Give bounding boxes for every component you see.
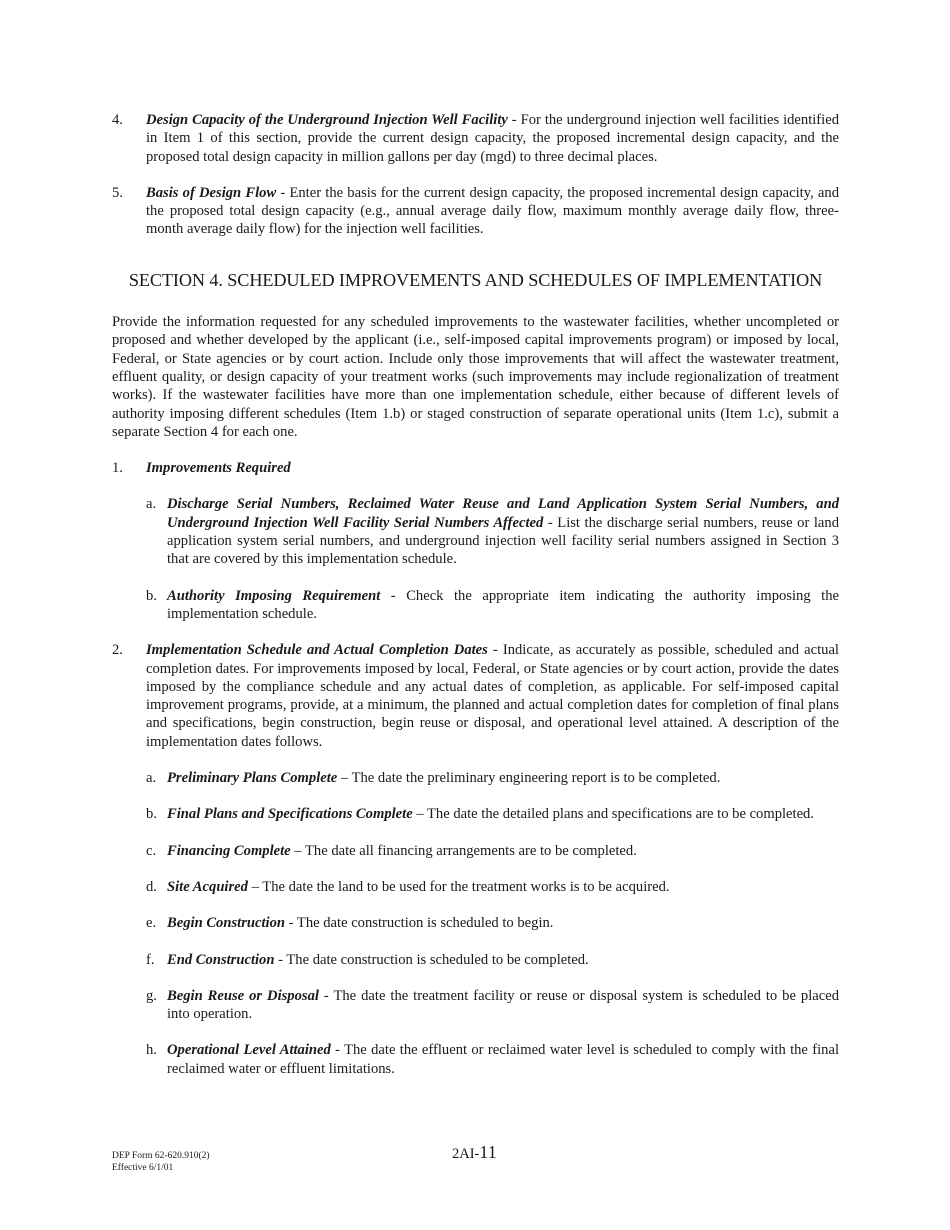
item-title: Improvements Required: [146, 460, 291, 477]
sub-item-text: – The date all financing arrangements are to be completed.: [290, 842, 637, 859]
sub-item-1a: [112, 495, 839, 568]
sub-item-2d: [112, 878, 839, 896]
sub-item-2b: [112, 805, 839, 823]
item-text: - For the underground injection well facilities identified in Item 1 of this section, provide the current design capacity, the proposed incremental design capacity, and the proposed total design capacity in million gallons per day (mgd) to three decimal places.: [146, 112, 839, 165]
item-1: [112, 459, 839, 477]
sub-item-title: End Construction: [167, 951, 275, 968]
sub-item-2f: [112, 951, 839, 969]
sub-item-text: - The date construction is scheduled to be completed.: [274, 951, 589, 968]
sub-item-title: Final Plans and Specifications Complete: [167, 806, 413, 823]
sub-item-title: Authority Imposing Requirement: [167, 587, 381, 604]
sub-item-letter: e.: [146, 915, 157, 932]
sub-item-text: – The date the detailed plans and specifications are to be completed.: [412, 806, 815, 823]
sub-item-title: Preliminary Plans Complete: [167, 770, 338, 787]
sub-item-letter: a.: [146, 496, 157, 513]
sub-item-letter: b.: [146, 806, 157, 823]
item-text: - Indicate, as accurately as possible, scheduled and actual completion dates. For improvements imposed by local, Federal, or State agencies or by court action, provide the dates imposed by the compliance schedule and any actual dates of completion, as applicable. For self-imposed capital improvement programs, provide, at a minimum, the planned and actual completion dates for completion of final plans and specifications, begin construction, begin reuse or disposal, and operational level attained. A description of the implementation dates follows.: [146, 642, 839, 750]
item-title: Design Capacity of the Underground Injection Well Facility: [146, 112, 508, 128]
sub-item-text: – The date the preliminary engineering report is to be completed.: [337, 770, 721, 787]
sub-item-letter: g.: [146, 987, 157, 1004]
item-number: 4.: [112, 112, 123, 128]
item-4: [112, 111, 839, 166]
item-title: Implementation Schedule and Actual Completion Dates: [146, 642, 488, 659]
sub-item-text: – The date the land to be used for the treatment works is to be acquired.: [247, 878, 670, 895]
item-number: 5.: [112, 184, 123, 201]
sub-item-letter: a.: [146, 770, 157, 787]
sub-item-text: - The date construction is scheduled to begin.: [285, 915, 554, 932]
section-intro: Provide the information requested for any scheduled improvements to the wastewater facilities, whether uncompleted or proposed and whether developed by the applicant (i.e., self-imposed capital improvements program) or imposed by local, Federal, or State agencies or by court action. Include only those improvements that will affect the wastewater treatment, effluent quality, or design capacity of your treatment works (such improvements may include regionalization of treatment works). If the wastewater facilities have more than one implementation schedule, either because of different levels of authority imposing different schedules (Item 1.b) or staged construction of separate operational units (Item 1.c), submit a separate Section 4 for each one.: [112, 314, 839, 440]
item-number: 2.: [112, 642, 123, 659]
sub-item-2a: [112, 769, 839, 787]
item-2: [112, 641, 839, 751]
sub-item-text: - Check the appropriate item indicating the authority imposing the implementation schedule.: [167, 587, 839, 622]
sub-item-title: Begin Reuse or Disposal: [167, 987, 319, 1004]
sub-item-title: Begin Construction: [167, 915, 286, 932]
footer-effective-date: Effective 6/1/01: [112, 1163, 174, 1173]
page-number-prefix: 2AI-: [452, 1146, 480, 1162]
sub-item-letter: d.: [146, 878, 157, 895]
sub-item-2c: [112, 842, 839, 860]
sub-item-letter: c.: [146, 842, 157, 859]
sub-item-letter: b.: [146, 587, 157, 604]
item-title: Basis of Design Flow: [146, 184, 277, 201]
sub-item-text: - The date the treatment facility or reuse or disposal system is scheduled to be placed into operation.: [167, 987, 839, 1023]
item-number: 1.: [112, 460, 123, 477]
sub-item-text: - The date the effluent or reclaimed water level is scheduled to comply with the final reclaimed water or effluent limitations.: [167, 1042, 840, 1077]
item-text: - Enter the basis for the current design capacity, the proposed incremental design capacity, and the proposed total design capacity (e.g., annual average daily flow, maximum monthly average daily flow, three-month average daily flow) for the injection well facilities.: [146, 184, 840, 238]
sub-item-title: Financing Complete: [167, 842, 291, 859]
sub-item-2g: [112, 987, 839, 1024]
document-page: [112, 111, 839, 1096]
sub-item-letter: h.: [146, 1042, 157, 1059]
sub-item-title: Site Acquired: [167, 878, 248, 895]
sub-item-2h: [112, 1041, 839, 1078]
sub-item-title: Operational Level Attained: [167, 1042, 331, 1059]
footer-form-number: DEP Form 62-620.910(2): [112, 1151, 210, 1161]
item-5: [112, 184, 839, 239]
sub-item-2e: [112, 914, 839, 932]
page-number-value: 11: [479, 1142, 497, 1162]
sub-item-title: Discharge Serial Numbers, Reclaimed Water Reuse and Land Application System Serial Numbers, and Underground Injection Well Facility Serial Numbers Affected: [167, 496, 839, 531]
sub-item-text: - List the discharge serial numbers, reuse or land application system serial numbers, and underground injection well facility serial numbers assigned in Section 3 that are covered by this implementation schedule.: [167, 514, 839, 568]
sub-item-letter: f.: [146, 951, 155, 968]
section-heading: SECTION 4. SCHEDULED IMPROVEMENTS AND SCHEDULES OF IMPLEMENTATION: [128, 269, 823, 290]
sub-item-1b: [112, 587, 839, 624]
page-number: [452, 1142, 497, 1163]
footer-form-info: [112, 1150, 210, 1174]
